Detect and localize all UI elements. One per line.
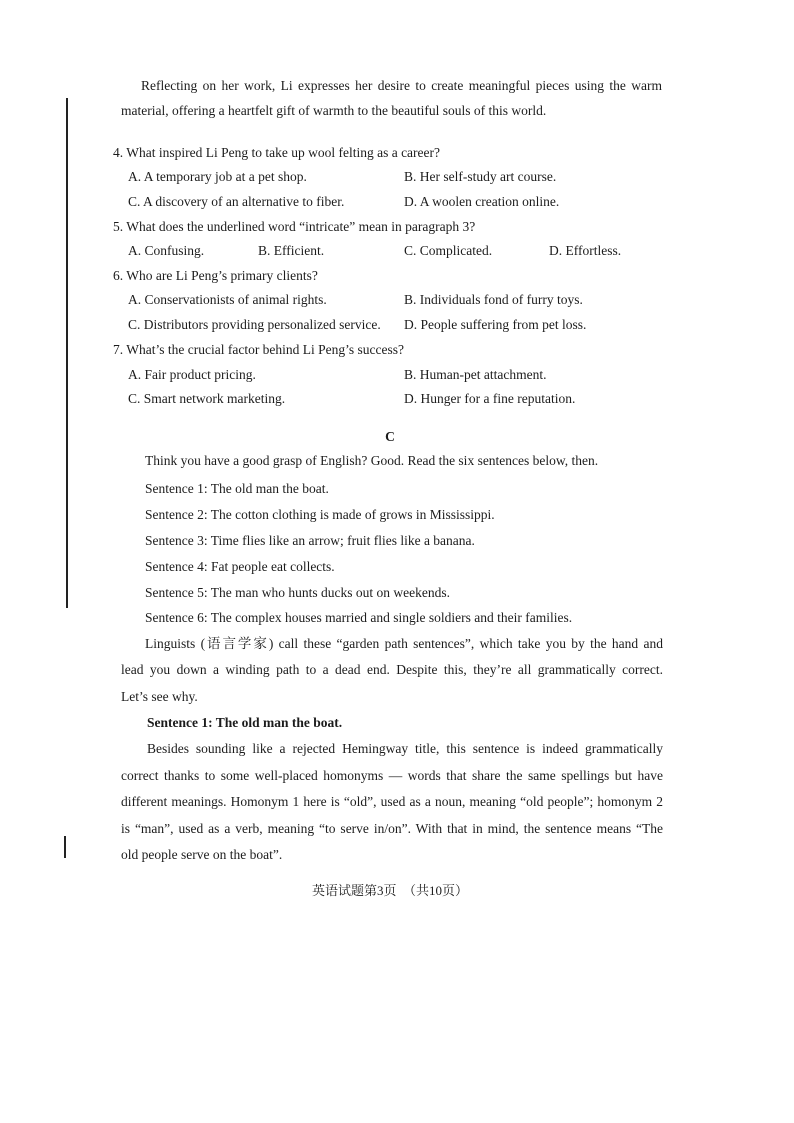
intro-para-line-1: Reflecting on her work, Li expresses her desire to create meaningful pieces using the warm: [141, 78, 662, 93]
linguists-para-line-2: lead you down a winding path to a dead end. Despite this, they’re all grammatically correct.: [121, 662, 663, 677]
sentence-4: Sentence 4: Fat people eat collects.: [145, 559, 335, 574]
question-5-option-c: C. Complicated.: [404, 243, 493, 258]
question-5-option-a: A. Confusing.: [128, 243, 205, 258]
sentence-1: Sentence 1: The old man the boat.: [145, 481, 329, 496]
sentence-2: Sentence 2: The cotton clothing is made of grows in Mississippi.: [145, 507, 495, 522]
explanation-line-4: is “man”, used as a verb, meaning “to serve in/on”. With that in mind, the sentence means “The: [121, 821, 663, 836]
question-7-option-d: D. Hunger for a fine reputation.: [404, 391, 576, 406]
question-7-option-b: B. Human-pet attachment.: [404, 367, 547, 382]
question-6-stem: 6. Who are Li Peng’s primary clients?: [113, 268, 318, 283]
explanation-line-5: old people serve on the boat”.: [121, 847, 283, 862]
sentence-1-subheading: Sentence 1: The old man the boat.: [147, 715, 343, 730]
linguists-para-line-3: Let’s see why.: [121, 689, 198, 704]
question-4-option-c: C. A discovery of an alternative to fiber.: [128, 194, 345, 209]
sentence-3: Sentence 3: Time flies like an arrow; fruit flies like a banana.: [145, 533, 475, 548]
margin-line-top: [66, 98, 68, 608]
page-footer: 英语试题第3页 （共10页）: [311, 883, 468, 898]
passage-c-intro: Think you have a good grasp of English? Good. Read the six sentences below, then.: [145, 453, 599, 468]
sentence-6: Sentence 6: The complex houses married and single soldiers and their families.: [145, 610, 573, 625]
question-4-stem: 4. What inspired Li Peng to take up wool felting as a career?: [113, 145, 441, 160]
question-5-option-d: D. Effortless.: [549, 243, 622, 258]
question-5-stem: 5. What does the underlined word “intricate” mean in paragraph 3?: [113, 219, 476, 234]
question-4-option-d: D. A woolen creation online.: [404, 194, 560, 209]
margin-line-bottom: [64, 836, 66, 858]
section-letter: C: [385, 429, 395, 444]
linguists-para-line-1: Linguists (语言学家) call these “garden path sentences”, which take you by the hand and: [145, 636, 663, 651]
question-4-option-b: B. Her self-study art course.: [404, 169, 557, 184]
explanation-line-3: different meanings. Homonym 1 here is “old”, used as a noun, meaning “old people”; homonym 2: [121, 794, 663, 809]
sentence-5: Sentence 5: The man who hunts ducks out on weekends.: [145, 585, 450, 600]
question-7-option-c: C. Smart network marketing.: [128, 391, 286, 406]
question-6-option-a: A. Conservationists of animal rights.: [128, 292, 327, 307]
question-6-option-b: B. Individuals fond of furry toys.: [404, 292, 583, 307]
intro-para-line-2: material, offering a heartfelt gift of warmth to the beautiful souls of this world.: [121, 103, 547, 118]
explanation-line-1: Besides sounding like a rejected Hemingway title, this sentence is indeed grammatically: [147, 741, 663, 756]
question-6-option-d: D. People suffering from pet loss.: [404, 317, 587, 332]
question-7-stem: 7. What’s the crucial factor behind Li Peng’s success?: [113, 342, 405, 357]
question-5-option-b: B. Efficient.: [258, 243, 325, 258]
question-4-option-a: A. A temporary job at a pet shop.: [128, 169, 307, 184]
explanation-line-2: correct thanks to some well-placed homonyms — words that share the same spellings but have: [121, 768, 663, 783]
question-6-option-c: C. Distributors providing personalized service.: [128, 317, 381, 332]
question-7-option-a: A. Fair product pricing.: [128, 367, 256, 382]
